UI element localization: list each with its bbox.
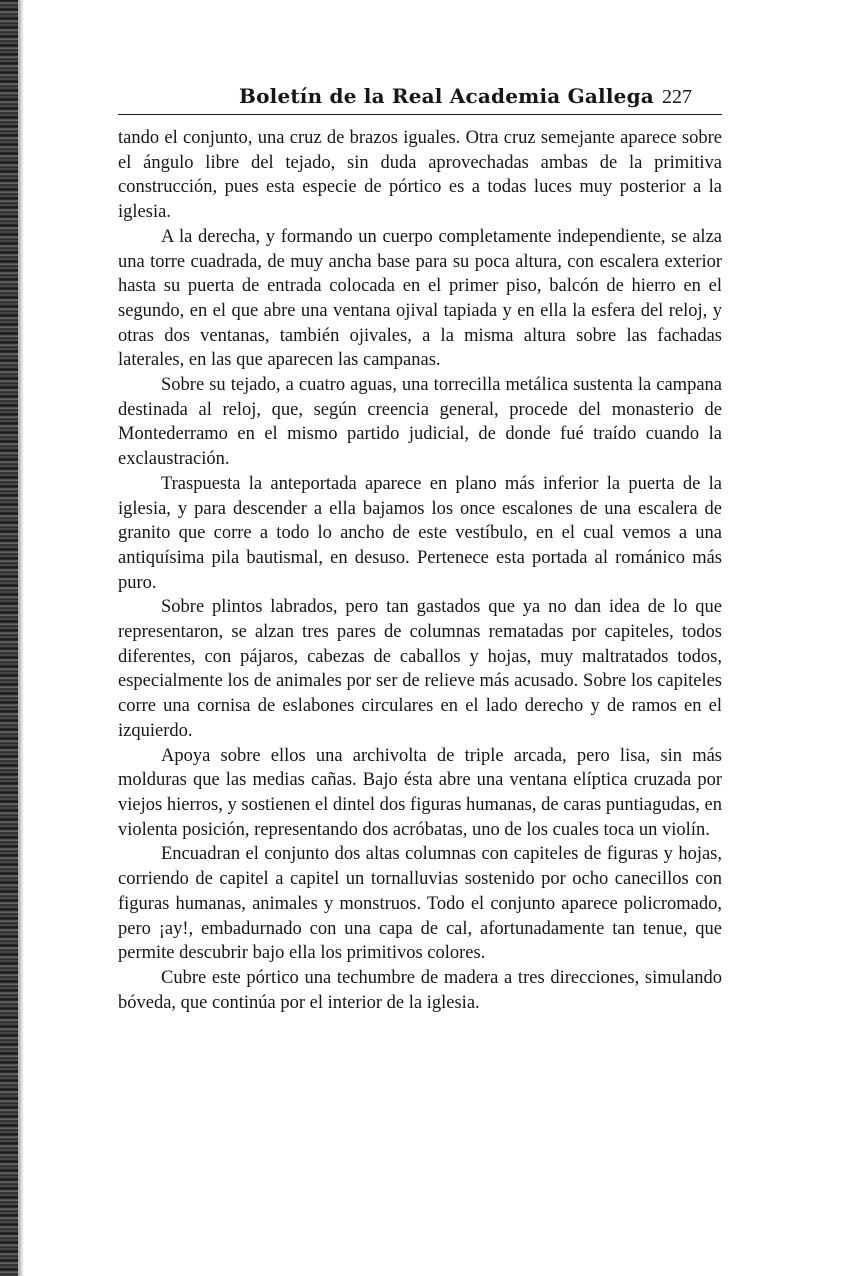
journal-title: Boletín de la Real Academia Gallega xyxy=(239,84,654,108)
paragraph: Sobre su tejado, a cuatro aguas, una torrecilla metálica sustenta la campana destinada al reloj, que, según creencia general, procede del monasterio de Montederramo en el mismo partido judicial, de donde fué traído cuando la exclaustración. xyxy=(118,375,722,470)
paragraph: Traspuesta la anteportada aparece en plano más inferior la puerta de la iglesia, y para descender a ella bajamos los once escalones de una escalera de granito que corre a todo lo ancho de este vestíbulo, en el cual vemos a una antiquísima pila bautismal, en desuso. Pertenece esta portada al románico más puro. xyxy=(118,473,722,593)
running-header xyxy=(118,80,722,115)
binding-edge xyxy=(0,0,18,1276)
paragraph: Cubre este pórtico una techumbre de madera a tres direcciones, simulando bóveda, que continúa por el interior de la iglesia. xyxy=(118,967,722,1013)
paragraph: Apoya sobre ellos una archivolta de triple arcada, pero lisa, sin más molduras que las medias cañas. Bajo ésta abre una ventana elíptica cruzada por viejos hierros, y sostienen el dintel dos figuras humanas, de caras puntiagudas, en violenta posición, representando dos acróbatas, uno de los cuales toca un violín. xyxy=(118,745,722,840)
page-number: 227 xyxy=(662,86,692,108)
paragraph-continued: tando el conjunto, una cruz de brazos iguales. Otra cruz semejante aparece sobre el ángulo libre del tejado, sin duda aprovechadas ambas de la primitiva construcción, pues esta especie de pórtico es a todas luces muy posterior a la iglesia. xyxy=(118,128,722,223)
paragraph: Sobre plintos labrados, pero tan gastados que ya no dan idea de lo que representaron, se alzan tres pares de columnas rematadas por capiteles, todos diferentes, con pájaros, cabezas de caballos y hojas, muy maltratados todos, especialmente los de animales por ser de relieve más acusado. Sobre los capiteles corre una cornisa de eslabones circulares en el lado derecho y de ramos en el izquierdo. xyxy=(118,597,722,741)
body-text xyxy=(118,126,722,1015)
paragraph: Encuadran el conjunto dos altas columnas con capiteles de figuras y hojas, corriendo de capitel a capitel un tornalluvias sostenido por ocho canecillos con figuras humanas, animales y monstruos. Todo el conjunto aparece policromado, pero ¡ay!, embadurnado con una capa de cal, afortunadamente tan tenue, que permite descubrir bajo ella los primitivos colores. xyxy=(118,844,722,964)
paragraph: A la derecha, y formando un cuerpo completamente independiente, se alza una torre cuadrada, de muy ancha base para su poca altura, con escalera exterior hasta su puerta de entrada colocada en el primer piso, balcón de hierro en el segundo, en el que abre una ventana ojival tapiada y en ella la esfera del reloj, y otras dos ventanas, también ojivales, a la misma altura sobre las fachadas laterales, en las que aparecen las campanas. xyxy=(118,226,722,371)
